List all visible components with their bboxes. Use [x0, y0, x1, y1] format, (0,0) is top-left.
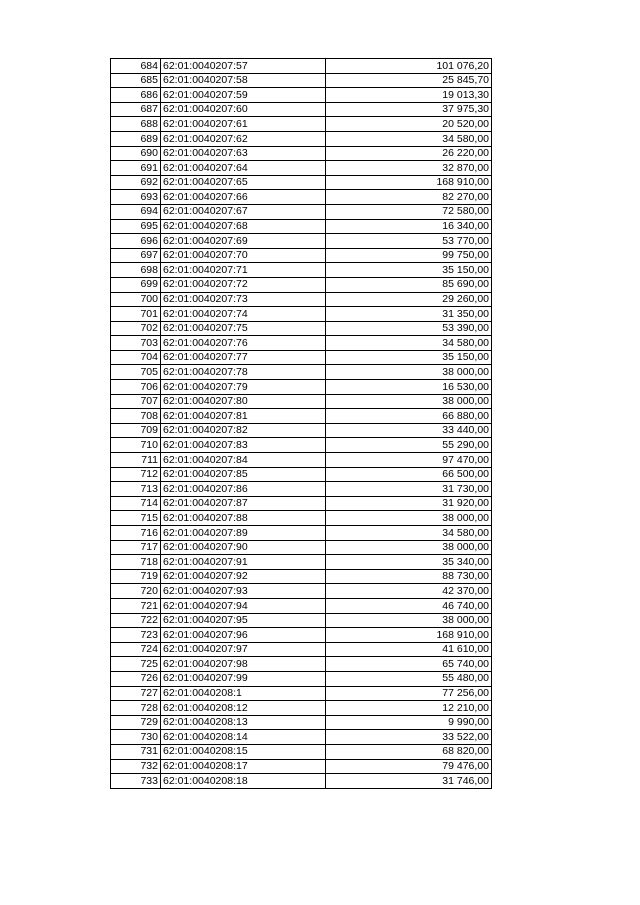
cadastral-number-cell: 62:01:0040207:94 [161, 598, 326, 613]
row-number-cell: 697 [111, 248, 161, 263]
row-number-cell: 708 [111, 409, 161, 424]
cadastral-number-cell: 62:01:0040207:68 [161, 219, 326, 234]
cadastral-number-cell: 62:01:0040207:90 [161, 540, 326, 555]
cadastral-value-cell: 29 260,00 [326, 292, 492, 307]
row-number-cell: 717 [111, 540, 161, 555]
row-number-cell: 690 [111, 146, 161, 161]
cadastral-value-cell: 55 290,00 [326, 438, 492, 453]
row-number-cell: 695 [111, 219, 161, 234]
table-row [111, 307, 492, 322]
cadastral-value-cell: 38 000,00 [326, 394, 492, 409]
table-row [111, 744, 492, 759]
table-row [111, 146, 492, 161]
table-row [111, 59, 492, 74]
table-row [111, 540, 492, 555]
table-row [111, 321, 492, 336]
row-number-cell: 729 [111, 715, 161, 730]
row-number-cell: 714 [111, 496, 161, 511]
row-number-cell: 719 [111, 569, 161, 584]
cadastral-number-cell: 62:01:0040207:99 [161, 671, 326, 686]
row-number-cell: 722 [111, 613, 161, 628]
row-number-cell: 730 [111, 730, 161, 745]
cadastral-number-cell: 62:01:0040207:83 [161, 438, 326, 453]
row-number-cell: 707 [111, 394, 161, 409]
cadastral-number-cell: 62:01:0040207:95 [161, 613, 326, 628]
cadastral-value-cell: 168 910,00 [326, 628, 492, 643]
cadastral-value-cell: 55 480,00 [326, 671, 492, 686]
row-number-cell: 698 [111, 263, 161, 278]
table-row [111, 701, 492, 716]
table-row [111, 598, 492, 613]
cadastral-value-cell: 16 530,00 [326, 380, 492, 395]
row-number-cell: 687 [111, 102, 161, 117]
cadastral-number-cell: 62:01:0040207:70 [161, 248, 326, 263]
cadastral-value-cell: 33 440,00 [326, 423, 492, 438]
row-number-cell: 689 [111, 131, 161, 146]
cadastral-number-cell: 62:01:0040208:18 [161, 774, 326, 789]
row-number-cell: 704 [111, 350, 161, 365]
cadastral-number-cell: 62:01:0040207:69 [161, 234, 326, 249]
row-number-cell: 732 [111, 759, 161, 774]
table-row [111, 175, 492, 190]
cadastral-number-cell: 62:01:0040207:58 [161, 73, 326, 88]
cadastral-value-cell: 38 000,00 [326, 540, 492, 555]
row-number-cell: 725 [111, 657, 161, 672]
row-number-cell: 694 [111, 204, 161, 219]
cadastral-value-cell: 99 750,00 [326, 248, 492, 263]
cadastral-number-cell: 62:01:0040208:13 [161, 715, 326, 730]
table-row [111, 453, 492, 468]
table-row [111, 584, 492, 599]
cadastral-number-cell: 62:01:0040207:74 [161, 307, 326, 322]
row-number-cell: 710 [111, 438, 161, 453]
cadastral-value-cell: 53 390,00 [326, 321, 492, 336]
table-row [111, 292, 492, 307]
table-row [111, 248, 492, 263]
row-number-cell: 703 [111, 336, 161, 351]
row-number-cell: 726 [111, 671, 161, 686]
cadastral-value-cell: 88 730,00 [326, 569, 492, 584]
table-row [111, 657, 492, 672]
cadastral-number-cell: 62:01:0040207:80 [161, 394, 326, 409]
cadastral-number-cell: 62:01:0040207:85 [161, 467, 326, 482]
cadastral-value-cell: 26 220,00 [326, 146, 492, 161]
table-row [111, 131, 492, 146]
table-row [111, 569, 492, 584]
cadastral-number-cell: 62:01:0040208:1 [161, 686, 326, 701]
cadastral-number-cell: 62:01:0040207:86 [161, 482, 326, 497]
cadastral-number-cell: 62:01:0040207:73 [161, 292, 326, 307]
cadastral-value-cell: 35 340,00 [326, 555, 492, 570]
table-row [111, 555, 492, 570]
cadastral-value-cell: 101 076,20 [326, 59, 492, 74]
row-number-cell: 692 [111, 175, 161, 190]
row-number-cell: 728 [111, 701, 161, 716]
table-row [111, 73, 492, 88]
cadastral-number-cell: 62:01:0040207:60 [161, 102, 326, 117]
cadastral-number-cell: 62:01:0040207:63 [161, 146, 326, 161]
row-number-cell: 693 [111, 190, 161, 205]
cadastral-value-cell: 72 580,00 [326, 204, 492, 219]
table-row [111, 496, 492, 511]
cadastral-value-cell: 35 150,00 [326, 263, 492, 278]
cadastral-value-cell: 34 580,00 [326, 336, 492, 351]
cadastral-number-cell: 62:01:0040207:97 [161, 642, 326, 657]
cadastral-value-cell: 68 820,00 [326, 744, 492, 759]
cadastral-number-cell: 62:01:0040207:75 [161, 321, 326, 336]
table-row [111, 628, 492, 643]
table-row [111, 467, 492, 482]
cadastral-value-cell: 20 520,00 [326, 117, 492, 132]
cadastral-value-cell: 19 013,30 [326, 88, 492, 103]
cadastral-value-cell: 168 910,00 [326, 175, 492, 190]
row-number-cell: 723 [111, 628, 161, 643]
cadastral-value-cell: 65 740,00 [326, 657, 492, 672]
cadastral-number-cell: 62:01:0040207:67 [161, 204, 326, 219]
table-row [111, 102, 492, 117]
cadastral-value-cell: 32 870,00 [326, 161, 492, 176]
cadastral-value-cell: 97 470,00 [326, 453, 492, 468]
row-number-cell: 700 [111, 292, 161, 307]
table-row [111, 526, 492, 541]
cadastral-number-cell: 62:01:0040207:87 [161, 496, 326, 511]
row-number-cell: 713 [111, 482, 161, 497]
cadastral-value-cell: 35 150,00 [326, 350, 492, 365]
table-row [111, 365, 492, 380]
cadastral-number-cell: 62:01:0040207:71 [161, 263, 326, 278]
table-body [111, 59, 492, 789]
cadastral-value-cell: 31 920,00 [326, 496, 492, 511]
cadastral-value-cell: 9 990,00 [326, 715, 492, 730]
cadastral-number-cell: 62:01:0040207:88 [161, 511, 326, 526]
table-row [111, 642, 492, 657]
table-row [111, 117, 492, 132]
table-row [111, 277, 492, 292]
row-number-cell: 696 [111, 234, 161, 249]
table-row [111, 409, 492, 424]
row-number-cell: 712 [111, 467, 161, 482]
row-number-cell: 699 [111, 277, 161, 292]
row-number-cell: 731 [111, 744, 161, 759]
table-row [111, 219, 492, 234]
table-row [111, 671, 492, 686]
cadastral-value-cell: 66 500,00 [326, 467, 492, 482]
cadastral-value-cell: 31 350,00 [326, 307, 492, 322]
cadastral-number-cell: 62:01:0040207:65 [161, 175, 326, 190]
cadastral-value-cell: 34 580,00 [326, 526, 492, 541]
cadastral-value-table [110, 58, 492, 789]
cadastral-value-cell: 38 000,00 [326, 365, 492, 380]
cadastral-number-cell: 62:01:0040207:98 [161, 657, 326, 672]
row-number-cell: 705 [111, 365, 161, 380]
cadastral-number-cell: 62:01:0040207:84 [161, 453, 326, 468]
table-row [111, 511, 492, 526]
table-row [111, 88, 492, 103]
cadastral-value-cell: 46 740,00 [326, 598, 492, 613]
cadastral-number-cell: 62:01:0040207:91 [161, 555, 326, 570]
table-row [111, 730, 492, 745]
cadastral-number-cell: 62:01:0040207:81 [161, 409, 326, 424]
cadastral-value-cell: 38 000,00 [326, 613, 492, 628]
row-number-cell: 721 [111, 598, 161, 613]
table-row [111, 715, 492, 730]
cadastral-number-cell: 62:01:0040207:59 [161, 88, 326, 103]
cadastral-value-cell: 42 370,00 [326, 584, 492, 599]
cadastral-value-cell: 66 880,00 [326, 409, 492, 424]
cadastral-number-cell: 62:01:0040207:61 [161, 117, 326, 132]
cadastral-value-cell: 77 256,00 [326, 686, 492, 701]
row-number-cell: 711 [111, 453, 161, 468]
row-number-cell: 715 [111, 511, 161, 526]
table-row [111, 190, 492, 205]
row-number-cell: 709 [111, 423, 161, 438]
cadastral-value-cell: 31 730,00 [326, 482, 492, 497]
cadastral-number-cell: 62:01:0040207:76 [161, 336, 326, 351]
cadastral-number-cell: 62:01:0040208:15 [161, 744, 326, 759]
row-number-cell: 688 [111, 117, 161, 132]
cadastral-number-cell: 62:01:0040207:77 [161, 350, 326, 365]
cadastral-value-cell: 31 746,00 [326, 774, 492, 789]
cadastral-value-cell: 38 000,00 [326, 511, 492, 526]
table-row [111, 350, 492, 365]
cadastral-number-cell: 62:01:0040208:12 [161, 701, 326, 716]
row-number-cell: 727 [111, 686, 161, 701]
row-number-cell: 702 [111, 321, 161, 336]
cadastral-number-cell: 62:01:0040207:78 [161, 365, 326, 380]
cadastral-number-cell: 62:01:0040207:96 [161, 628, 326, 643]
row-number-cell: 724 [111, 642, 161, 657]
row-number-cell: 706 [111, 380, 161, 395]
cadastral-number-cell: 62:01:0040207:57 [161, 59, 326, 74]
table-row [111, 438, 492, 453]
table-row [111, 482, 492, 497]
table-row [111, 234, 492, 249]
cadastral-number-cell: 62:01:0040207:66 [161, 190, 326, 205]
cadastral-value-cell: 12 210,00 [326, 701, 492, 716]
cadastral-value-cell: 34 580,00 [326, 131, 492, 146]
table-row [111, 394, 492, 409]
cadastral-number-cell: 62:01:0040208:14 [161, 730, 326, 745]
table-row [111, 161, 492, 176]
row-number-cell: 684 [111, 59, 161, 74]
cadastral-value-cell: 25 845,70 [326, 73, 492, 88]
cadastral-number-cell: 62:01:0040207:72 [161, 277, 326, 292]
row-number-cell: 718 [111, 555, 161, 570]
table-row [111, 759, 492, 774]
row-number-cell: 686 [111, 88, 161, 103]
cadastral-value-cell: 37 975,30 [326, 102, 492, 117]
table-row [111, 380, 492, 395]
row-number-cell: 720 [111, 584, 161, 599]
cadastral-value-cell: 82 270,00 [326, 190, 492, 205]
table-row [111, 336, 492, 351]
table-row [111, 423, 492, 438]
table-row [111, 263, 492, 278]
cadastral-number-cell: 62:01:0040207:92 [161, 569, 326, 584]
row-number-cell: 685 [111, 73, 161, 88]
cadastral-number-cell: 62:01:0040207:62 [161, 131, 326, 146]
cadastral-value-cell: 53 770,00 [326, 234, 492, 249]
row-number-cell: 716 [111, 526, 161, 541]
cadastral-value-cell: 16 340,00 [326, 219, 492, 234]
cadastral-number-cell: 62:01:0040207:89 [161, 526, 326, 541]
cadastral-number-cell: 62:01:0040207:79 [161, 380, 326, 395]
table-row [111, 613, 492, 628]
table-row [111, 774, 492, 789]
table-row [111, 204, 492, 219]
cadastral-value-cell: 33 522,00 [326, 730, 492, 745]
cadastral-value-cell: 79 476,00 [326, 759, 492, 774]
table-row [111, 686, 492, 701]
cadastral-value-cell: 41 610,00 [326, 642, 492, 657]
cadastral-number-cell: 62:01:0040207:64 [161, 161, 326, 176]
row-number-cell: 733 [111, 774, 161, 789]
cadastral-value-cell: 85 690,00 [326, 277, 492, 292]
row-number-cell: 701 [111, 307, 161, 322]
cadastral-number-cell: 62:01:0040208:17 [161, 759, 326, 774]
row-number-cell: 691 [111, 161, 161, 176]
cadastral-number-cell: 62:01:0040207:93 [161, 584, 326, 599]
cadastral-number-cell: 62:01:0040207:82 [161, 423, 326, 438]
